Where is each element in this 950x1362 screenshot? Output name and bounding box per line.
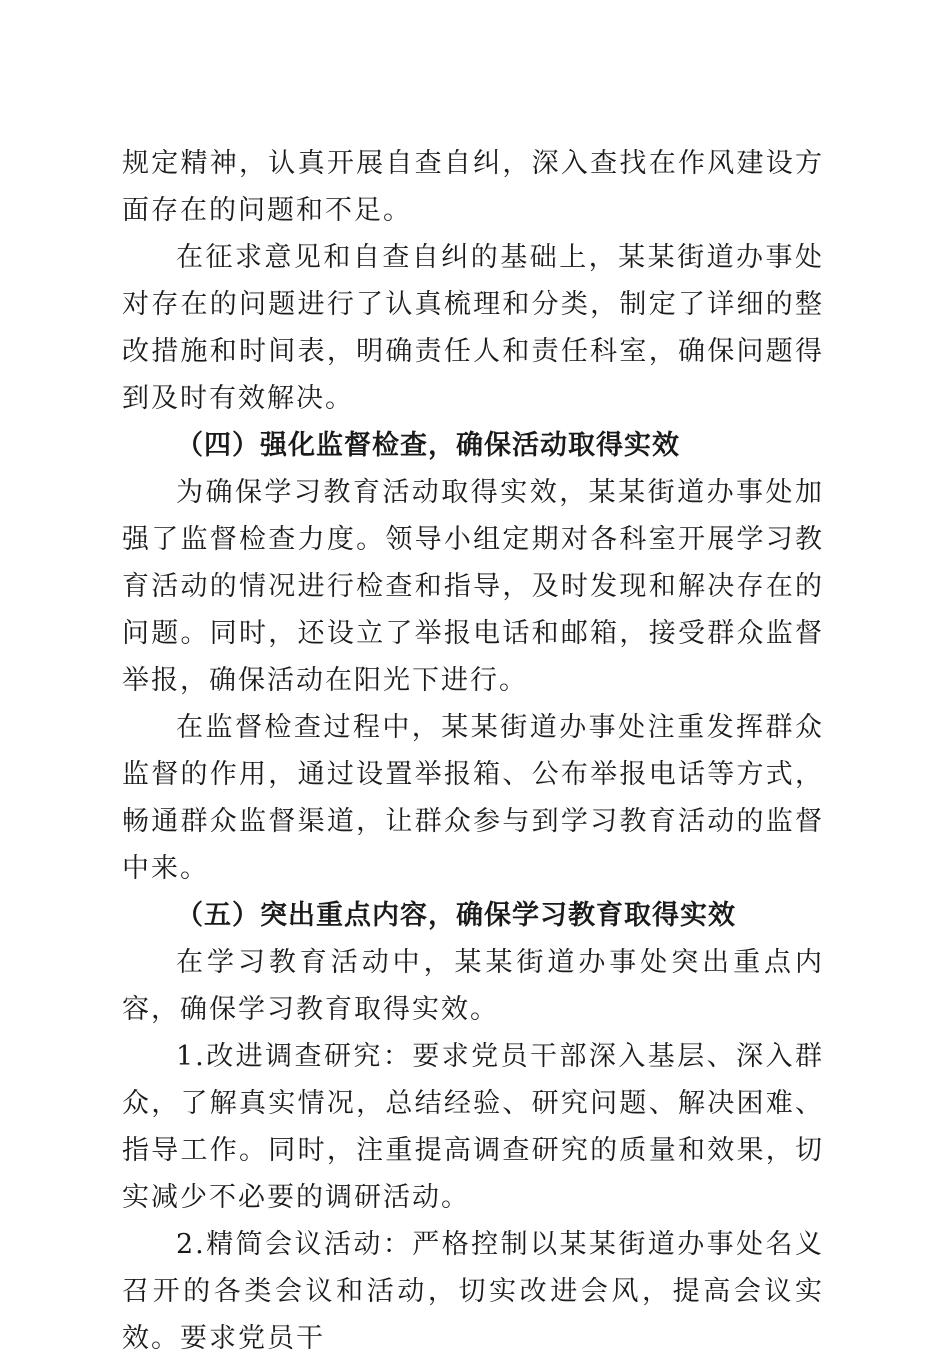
paragraph-public-supervision: 在监督检查过程中，某某街道办事处注重发挥群众监督的作用，通过设置举报箱、公布举报电话等方式，畅通群众监督渠道，让群众参与到学习教育活动的监督中来。 — [122, 712, 824, 884]
list-item-research: 1.改进调查研究：要求党员干部深入基层、深入群众，了解真实情况，总结经验、研究问题、解决困难、指导工作。同时，注重提高调查研究的质量和效果，切实减少不必要的调研活动。 — [122, 1041, 824, 1213]
paragraph-rectification: 在征求意见和自查自纠的基础上，某某街道办事处对存在的问题进行了认真梳理和分类，制定了详细的整改措施和时间表，明确责任人和责任科室，确保问题得到及时有效解决。 — [122, 242, 824, 414]
paragraph-continuation: 规定精神，认真开展自查自纠，深入查找在作风建设方面存在的问题和不足。 — [122, 148, 824, 226]
paragraph-supervision: 为确保学习教育活动取得实效，某某街道办事处加强了监督检查力度。领导小组定期对各科室开展学习教育活动的情况进行检查和指导，及时发现和解决存在的问题。同时，还设立了举报电话和邮箱，接受群众监督举报，确保活动在阳光下进行。 — [122, 477, 824, 696]
section-heading-4: （四）强化监督检查，确保活动取得实效 — [176, 430, 680, 461]
paragraph-key-content: 在学习教育活动中，某某街道办事处突出重点内容，确保学习教育取得实效。 — [122, 947, 824, 1025]
list-item-meetings: 2.精简会议活动：严格控制以某某街道办事处名义召开的各类会议和活动，切实改进会风，提高会议实效。要求党员干 — [122, 1229, 824, 1354]
section-heading-5: （五）突出重点内容，确保学习教育取得实效 — [176, 900, 736, 931]
document-body — [122, 140, 824, 1362]
